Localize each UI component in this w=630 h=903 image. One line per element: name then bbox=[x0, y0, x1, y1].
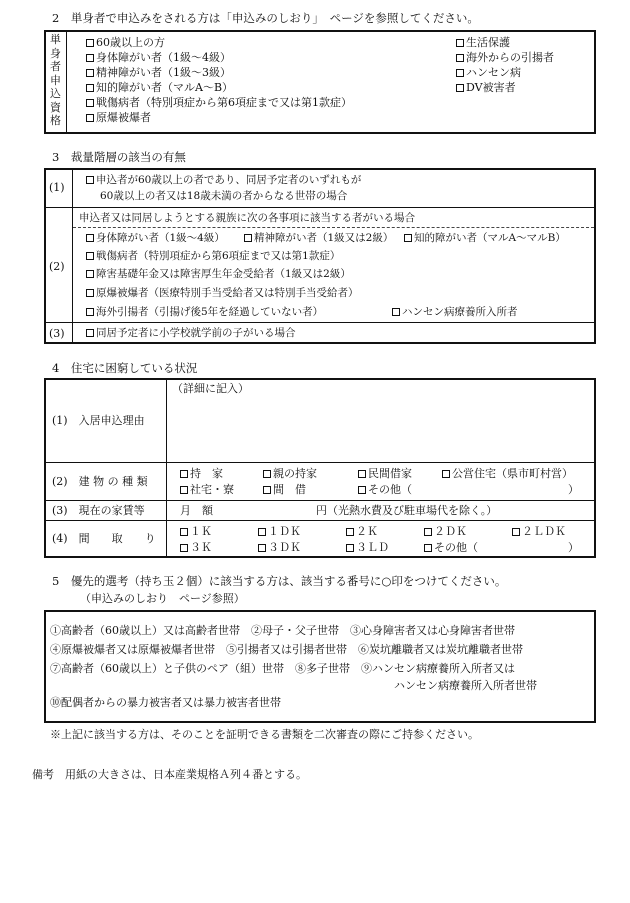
row-label: (2) 建 物 の 種 類 bbox=[52, 475, 148, 488]
row-number: (1) bbox=[49, 181, 65, 194]
label-char: 格 bbox=[50, 114, 61, 127]
checkbox-preschool-child[interactable]: 同居予定者に小学校就学前の子がいる場合 bbox=[86, 327, 296, 340]
section5-title: 5 優先的選考（持ち玉２個）に該当する方は、該当する番号に○印をつけてください。 bbox=[52, 574, 507, 588]
rent-month-label: 月 額 bbox=[180, 504, 213, 517]
checkbox-private-rental[interactable]: 民間借家 bbox=[358, 467, 412, 480]
checkbox-own-house[interactable]: 持 家 bbox=[180, 467, 223, 480]
label-char: 身 bbox=[50, 46, 61, 60]
checkbox-hansen[interactable]: ハンセン病 bbox=[456, 66, 521, 79]
checkbox-repatriate[interactable]: 海外からの引揚者 bbox=[456, 51, 554, 64]
checkbox-1k[interactable]: １Ｋ bbox=[180, 525, 212, 538]
rent-unit-note: 円（光熱水費及び駐車場代を除く。） bbox=[316, 504, 498, 517]
checkbox-parent-house[interactable]: 親の持家 bbox=[263, 467, 317, 480]
section4-title: 4 住宅に困窮している状況 bbox=[52, 361, 198, 375]
label-char: 込 bbox=[50, 87, 61, 100]
close-paren: ） bbox=[568, 541, 579, 554]
section3-title: 3 裁量階層の該当の有無 bbox=[52, 150, 186, 164]
checkbox-3dk[interactable]: ３ＤＫ bbox=[258, 541, 301, 554]
checkbox-s3-repatriate[interactable]: 海外引揚者（引揚げ後5年を経過していない者） bbox=[86, 306, 323, 319]
checkbox-2ldk[interactable]: ２ＬＤＫ bbox=[512, 525, 566, 538]
checkbox-s3-intellectual[interactable]: 知的障がい者（マルA～マルB） bbox=[404, 232, 566, 245]
priority-line: ④原爆被爆者又は原爆被爆者世帯 ⑤引揚者又は引揚者世帯 ⑥炭坑離職者又は炭坑離職者世帯 bbox=[50, 643, 523, 656]
checkbox-3ld[interactable]: ３ＬＤ bbox=[346, 541, 389, 554]
checkbox-s3-war-wounded[interactable]: 戦傷病者（特別項症から第6項症まで又は第1款症） bbox=[86, 250, 340, 263]
checkbox-s3-pension[interactable]: 障害基礎年金又は障害厚生年金受給者（1級又は2級） bbox=[86, 268, 351, 281]
section2-title: 2 単身者で申込みをされる方は「申込みのしおり」 ページを参照してください。 bbox=[52, 11, 479, 25]
priority-line: ⑦高齢者（60歳以上）と子供のペア（組）世帯 ⑧多子世帯 ⑨ハンセン病療養所入所者又は bbox=[50, 662, 515, 675]
checkbox-company-housing[interactable]: 社宅・寮 bbox=[180, 483, 234, 496]
label-char: 資 bbox=[50, 100, 61, 114]
checkbox-s3-physical[interactable]: 身体障がい者（1級～4級） bbox=[86, 232, 225, 245]
checkbox-2k[interactable]: ２Ｋ bbox=[346, 525, 378, 538]
section5-note: ※上記に該当する方は、そのことを証明できる書類を二次審査の際にご持参ください。 bbox=[50, 728, 479, 741]
checkbox-s3-atomic-bomb[interactable]: 原爆被爆者（医療特別手当受給者又は特別手当受給者） bbox=[86, 287, 359, 300]
checkbox-layout-other[interactable]: その他（ bbox=[424, 541, 478, 554]
row-label: (4) 間 取 り bbox=[52, 532, 156, 545]
row-number: (3) bbox=[49, 327, 65, 340]
priority-line: ハンセン病療養所入所者世帯 bbox=[394, 679, 537, 692]
row-number: (2) bbox=[49, 260, 65, 273]
row-label: (1) 入居申込理由 bbox=[52, 414, 145, 427]
checkbox-elderly-household[interactable]: 申込者が60歳以上の者であり、同居予定者のいずれもが bbox=[86, 174, 361, 187]
priority-line: ①高齢者（60歳以上）又は高齢者世帯 ②母子・父子世帯 ③心身障害者又は心身障害者世帯 bbox=[50, 624, 515, 637]
checkbox-2dk[interactable]: ２ＤＫ bbox=[424, 525, 467, 538]
detail-note: （詳細に記入） bbox=[172, 382, 249, 395]
remark: 備考 用紙の大きさは、日本産業規格Ａ列４番とする。 bbox=[32, 768, 307, 781]
checkbox-welfare[interactable]: 生活保護 bbox=[456, 36, 510, 49]
checkbox-building-other[interactable]: その他（ bbox=[358, 483, 412, 496]
checkbox-1dk[interactable]: １ＤＫ bbox=[258, 525, 301, 538]
reason-field[interactable] bbox=[170, 396, 590, 458]
close-paren: ） bbox=[568, 483, 579, 496]
rent-input[interactable] bbox=[225, 502, 313, 518]
checkbox-60-over[interactable]: 60歳以上の方 bbox=[86, 36, 165, 49]
checkbox-3k[interactable]: ３Ｋ bbox=[180, 541, 212, 554]
row-label: (3) 現在の家賃等 bbox=[52, 504, 145, 517]
checkbox-s3-hansen[interactable]: ハンセン病療養所入所者 bbox=[392, 306, 518, 319]
row-text: 60歳以上の者又は18歳未満の者からなる世帯の場合 bbox=[100, 190, 348, 202]
checkbox-mental-disability[interactable]: 精神障がい者（1級～3級） bbox=[86, 66, 231, 79]
section5-subtitle: （申込みのしおり ページ参照） bbox=[80, 592, 245, 605]
label-char: 申 bbox=[50, 73, 61, 87]
label-char: 者 bbox=[50, 60, 61, 73]
checkbox-dv[interactable]: DV被害者 bbox=[456, 81, 516, 94]
checkbox-atomic-bomb[interactable]: 原爆被爆者 bbox=[86, 111, 151, 124]
checkbox-physical-disability[interactable]: 身体障がい者（1級～4級） bbox=[86, 51, 231, 64]
row-header: 申込者又は同居しようとする親族に次の各事項に該当する者がいる場合 bbox=[79, 212, 415, 224]
checkbox-s3-mental[interactable]: 精神障がい者（1級又は2級） bbox=[244, 232, 393, 245]
checkbox-public-housing[interactable]: 公営住宅（県市町村営） bbox=[442, 467, 573, 480]
checkbox-war-wounded[interactable]: 戦傷病者（特別項症から第6項症まで又は第1款症） bbox=[86, 96, 352, 109]
checkbox-intellectual-disability[interactable]: 知的障がい者（マルA～B） bbox=[86, 81, 233, 94]
label-char: 単 bbox=[50, 33, 61, 46]
priority-line: ⑩配偶者からの暴力被害者又は暴力被害者世帯 bbox=[50, 696, 281, 709]
checkbox-room-rental[interactable]: 間 借 bbox=[263, 483, 306, 496]
